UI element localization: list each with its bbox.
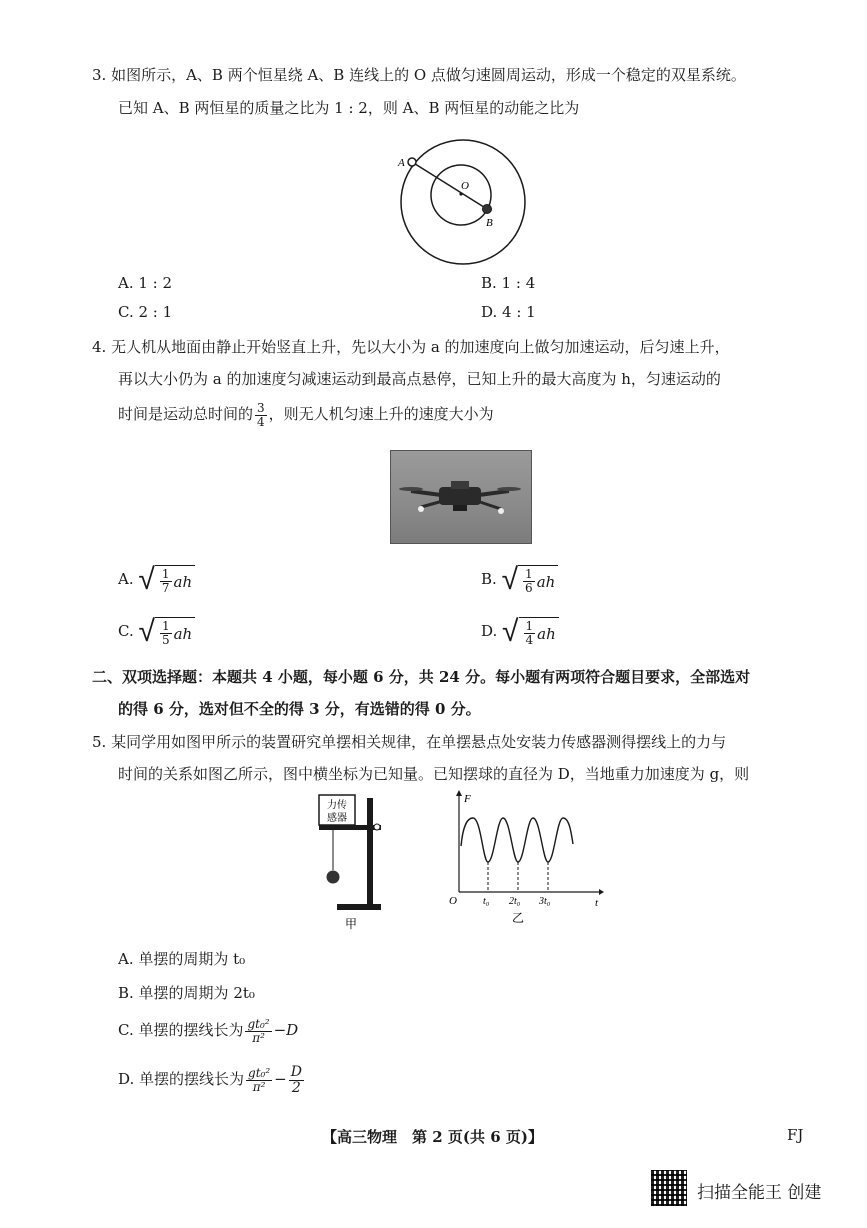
tick-label-2t0: 2t₀ — [509, 896, 521, 907]
sqrt-expression: √ $\frac{1}{6}$ ah — [502, 565, 559, 595]
tick-label-t0: t₀ — [483, 896, 490, 907]
x-axis-label: t — [595, 897, 599, 909]
q4-line3 — [118, 400, 494, 429]
qr-code-icon — [651, 1170, 687, 1206]
q3-line1: 3. 如图所示，A、B 两个恒星绕 A、B 连线上的 O 点做匀速圆周运动，形成一个稳定的双星系统。 — [92, 66, 746, 84]
fraction-three-quarters — [255, 402, 267, 429]
outer-orbit — [401, 140, 525, 264]
y-axis-label: F — [464, 793, 471, 805]
q5-option-c: C. 单摆的摆线长为 $\frac{\text{gt₀²}}{\text{π²}}$ −D — [118, 1016, 299, 1045]
label-b: B — [486, 217, 493, 229]
q4-line3-pre: 时间是运动总时间的 — [118, 405, 254, 423]
force-time-graph — [445, 786, 605, 926]
stand-arm — [319, 825, 381, 830]
x-axis-arrow — [599, 889, 604, 895]
binary-star-figure — [395, 135, 535, 269]
frac-den: 4 — [257, 414, 265, 429]
fraction-gt2-pi2: $\frac{\text{gt₀²}}{\text{π²}}$ — [247, 1016, 270, 1045]
center-o — [459, 192, 462, 195]
footer-code: FJ — [787, 1126, 804, 1144]
tick-label-3t0: 3t₀ — [539, 896, 551, 907]
q4-line2: 再以大小仍为 a 的加速度匀减速运动到最高点悬停，已知上升的最大高度为 h，匀速运动的 — [118, 370, 721, 388]
q4-option-b: B. √ $\frac{1}{6}$ ah — [481, 565, 558, 595]
pendulum-apparatus-figure — [315, 792, 387, 932]
q5-line2: 时间的关系如图乙所示，图中横坐标为已知量。已知摆球的直径为 D，当地重力加速度为 g，则 — [118, 765, 750, 783]
fraction-gt2-pi2: $\frac{\text{gt₀²}}{\text{π²}}$ — [248, 1065, 271, 1094]
q5-line1: 5. 某同学用如图甲所示的装置研究单摆相关规律，在单摆悬点处安装力传感器测得摆线上的力与 — [92, 733, 727, 751]
pendulum-bob — [327, 871, 340, 884]
q3-option-b: B. 1 : 4 — [481, 274, 536, 292]
scanner-watermark: 扫描全能王 创建 — [697, 1183, 822, 1203]
q3-option-c: C. 2 : 1 — [118, 303, 173, 321]
y-axis-arrow — [456, 790, 462, 796]
frac-num: 3 — [257, 400, 265, 415]
stand-pole — [367, 798, 373, 904]
q5-option-d: D. 单摆的摆线长为 $\frac{\text{gt₀²}}{\text{π²}}$ − $\frac{D}{2}$ — [118, 1063, 302, 1096]
caption-jia: 甲 — [345, 917, 358, 931]
q4-option-d: D. √ $\frac{1}{4}$ ah — [481, 617, 559, 647]
q4-line3-post: ，则无人机匀速上升的速度大小为 — [268, 405, 494, 423]
origin-label: O — [449, 895, 457, 907]
star-b — [483, 205, 492, 214]
section2-line2: 的得 6 分，选对但不全的得 3 分，有选错的得 0 分。 — [118, 700, 481, 718]
force-curve — [461, 818, 573, 862]
caption-yi: 乙 — [512, 911, 525, 925]
sqrt-expression: √ $\frac{1}{5}$ ah — [139, 617, 196, 647]
q3-option-a: A. 1 : 2 — [118, 274, 173, 292]
page-footer: 【高三物理 第 2 页(共 6 页)】 — [322, 1128, 543, 1146]
sqrt-expression: √ $\frac{1}{4}$ ah — [502, 617, 559, 647]
section2-line1: 二、双项选择题：本题共 4 小题，每小题 6 分，共 24 分。每小题有两项符合题目要求，全部选对 — [92, 668, 751, 686]
label-o: O — [461, 180, 469, 192]
drone-icon — [391, 451, 531, 543]
q3-line2: 已知 A、B 两恒星的质量之比为 1 : 2，则 A、B 两恒星的动能之比为 — [118, 99, 580, 117]
q3-option-d: D. 4 : 1 — [481, 303, 536, 321]
drone-photo — [390, 450, 532, 544]
q5-option-b: B. 单摆的周期为 2t₀ — [118, 984, 255, 1002]
fraction-d-2: $\frac{D}{2}$ — [290, 1063, 302, 1096]
sensor-label-1: 力传 — [327, 800, 347, 811]
q4-option-a: A. √ $\frac{1}{7}$ ah — [118, 565, 195, 595]
sqrt-expression: √ $\frac{1}{7}$ ah — [138, 565, 195, 595]
q4-line1: 4. 无人机从地面由静止开始竖直上升，先以大小为 a 的加速度向上做匀加速运动，后匀速上升， — [92, 338, 730, 356]
clamp-knob — [374, 824, 380, 830]
stand-base — [337, 904, 381, 910]
q5-option-a: A. 单摆的周期为 t₀ — [118, 950, 246, 968]
q4-option-c: C. √ $\frac{1}{5}$ ah — [118, 617, 195, 647]
star-a — [408, 158, 416, 166]
label-a: A — [398, 157, 405, 169]
sensor-label-2: 感器 — [327, 813, 347, 824]
